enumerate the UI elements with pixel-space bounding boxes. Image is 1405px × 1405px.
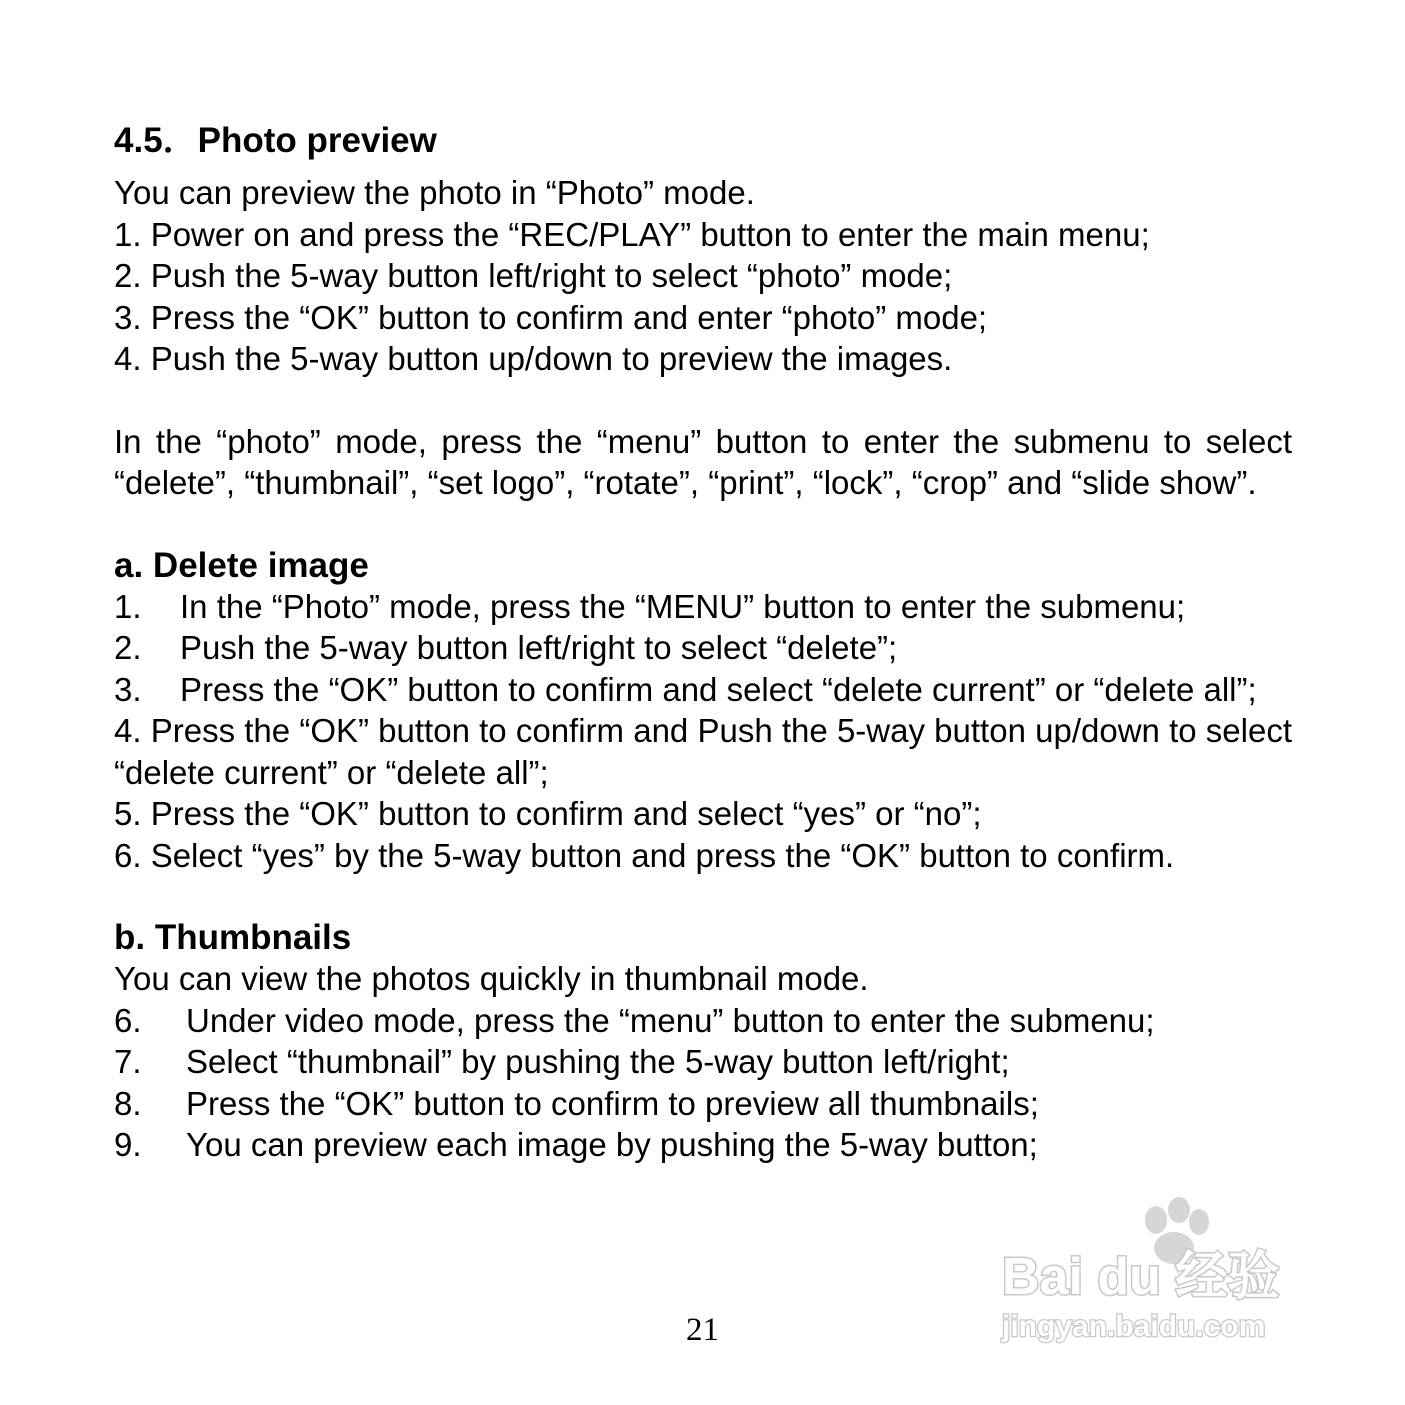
thumbnails-intro: You can view the photos quickly in thumbnail mode.	[114, 960, 869, 997]
watermark-brand-text: Bai du 经验	[1002, 1248, 1280, 1306]
list-text: Push the 5-way button left/right to select “delete”;	[180, 629, 898, 666]
delete-steps-list	[114, 586, 1292, 711]
page-number: 21	[686, 1312, 719, 1348]
list-number: 8.	[114, 1084, 142, 1122]
list-number: 9.	[114, 1126, 142, 1163]
list-text: Under video mode, press the “menu” button to enter the submenu;	[186, 1001, 1155, 1039]
section-step: 2. Push the 5-way button left/right to select “photo” mode;	[114, 257, 953, 294]
list-text: You can preview each image by pushing the 5-way button;	[186, 1126, 1038, 1163]
list-item	[114, 586, 1292, 628]
list-item	[114, 669, 1292, 711]
list-text: Press the “OK” button to confirm to preview all thumbnails;	[186, 1084, 1039, 1122]
list-text: In the “Photo” mode, press the “MENU” button to enter the submenu;	[180, 587, 1186, 625]
spacer	[114, 504, 1292, 545]
delete-step-continued: 5. Press the “OK” button to confirm and select “yes” or “no”;	[114, 795, 982, 832]
submenu-paragraph: In the “photo” mode, press the “menu” button to enter the submenu to select “delete”, “thumbnail”, “set logo”, “rotate”, “print”, “lock”, “crop” and “slide show”.	[114, 422, 1292, 501]
thumbnail-steps-list	[114, 1000, 1292, 1166]
delete-image-heading: a. Delete image	[114, 545, 369, 585]
section-intro: You can preview the photo in “Photo” mode.	[114, 174, 755, 211]
manual-page	[114, 120, 1292, 1166]
spacer	[114, 876, 1292, 917]
thumbnails-heading: b. Thumbnails	[114, 918, 352, 957]
delete-step-continued: 6. Select “yes” by the 5-way button and press the “OK” button to confirm.	[114, 836, 1175, 874]
delete-step-continued: 4. Press the “OK” button to confirm and Push the 5-way button up/down to select “delete current” or “delete all”;	[114, 712, 1292, 791]
list-item	[114, 1000, 1292, 1042]
list-item	[114, 1083, 1292, 1125]
section-step: 4. Push the 5-way button up/down to preview the images.	[114, 340, 953, 377]
section-step: 1. Power on and press the “REC/PLAY” button to enter the main menu;	[114, 215, 1150, 253]
spacer	[114, 380, 1292, 421]
list-item	[114, 1124, 1292, 1166]
list-number: 1.	[114, 587, 142, 625]
watermark-url-text: jingyan.baidu.com	[1002, 1310, 1266, 1343]
list-item	[114, 627, 1292, 669]
list-number: 3.	[114, 670, 142, 708]
baidu-jingyan-watermark	[996, 1196, 1326, 1346]
list-item	[114, 1041, 1292, 1083]
section-step: 3. Press the “OK” button to confirm and enter “photo” mode;	[114, 298, 988, 336]
list-text: Select “thumbnail” by pushing the 5-way button left/right;	[186, 1043, 1010, 1080]
section-heading: 4.5．Photo preview	[114, 121, 437, 160]
list-number: 2.	[114, 629, 142, 666]
list-number: 7.	[114, 1043, 142, 1080]
list-text: Press the “OK” button to confirm and select “delete current” or “delete all”;	[180, 670, 1257, 708]
list-number: 6.	[114, 1001, 142, 1039]
